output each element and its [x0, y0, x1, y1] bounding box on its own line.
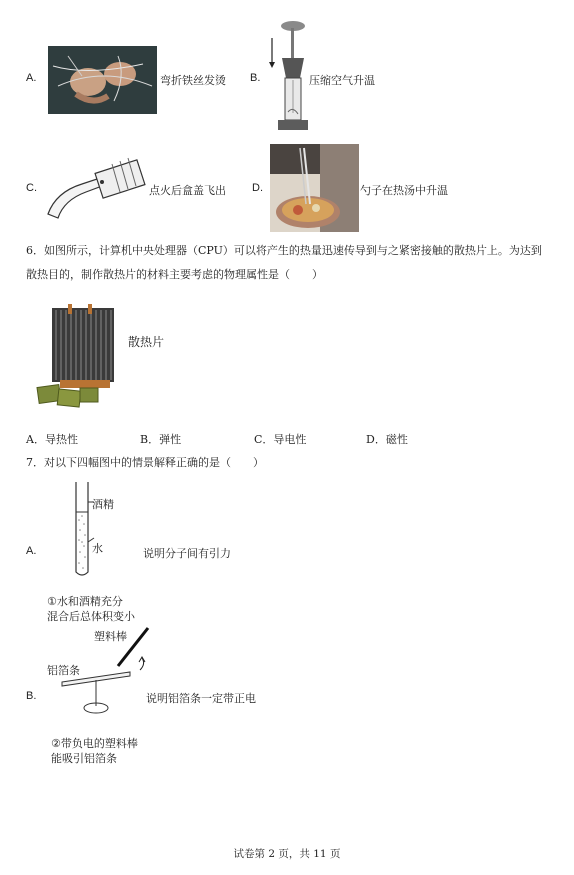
spark-box-icon: [42, 152, 154, 224]
q7-option-a-note-line1: ①水和酒精充分: [47, 595, 123, 608]
q7-option-a-note-line2: 混合后总体积变小: [47, 610, 135, 623]
q6-option-c-letter: C．: [254, 433, 274, 446]
test-tube-icon: [66, 480, 96, 580]
q7-option-a-letter: A.: [26, 545, 37, 557]
spoon-in-soup-icon: [270, 144, 359, 232]
q6-option-a[interactable]: [26, 431, 78, 447]
option-a-letter: A.: [26, 72, 37, 84]
q6-option-a-letter: A．: [26, 433, 45, 446]
option-b-letter: B.: [250, 72, 261, 84]
option-d-caption: 勺子在热汤中升温: [360, 184, 448, 197]
page-footer: 试卷第 2 页，共 11 页: [233, 848, 341, 860]
q7-option-b-letter: B.: [26, 690, 37, 702]
option-a-caption: 弯折铁丝发烫: [160, 74, 226, 87]
option-b-caption: 压缩空气升温: [309, 74, 375, 87]
q7-option-b-caption: 说明铝箔条一定带正电: [146, 692, 256, 705]
label-plastic-rod: 塑料棒: [94, 630, 127, 643]
q6-option-d-letter: D．: [366, 433, 386, 446]
heatsink-label: 散热片: [128, 335, 165, 349]
label-water: 水: [92, 542, 103, 555]
q6-option-b-letter: B．: [140, 433, 160, 446]
q6-option-a-text: 导热性: [44, 433, 78, 446]
q6-stem-line2: 散热目的，制作散热片的材料主要考虑的物理属性是（ ）: [26, 268, 323, 281]
q7-option-b-note-line2: 能吸引铝箔条: [51, 752, 117, 765]
option-d-letter: D.: [252, 182, 263, 194]
q6-option-b-text: 弹性: [159, 433, 182, 446]
label-aluminum-foil: 铝箔条: [47, 664, 80, 677]
bending-wire-icon: [48, 46, 157, 114]
air-compression-cylinder-icon: [268, 18, 314, 136]
q7-stem: 7．对以下四幅图中的情景解释正确的是（ ）: [26, 456, 264, 469]
q7-option-b-note-line1: ②带负电的塑料棒: [51, 737, 138, 750]
q6-option-d-text: 磁性: [385, 433, 408, 446]
q7-option-a-caption: 说明分子间有引力: [143, 547, 231, 560]
cpu-heatsink-icon: [34, 300, 130, 412]
q6-option-d[interactable]: [366, 431, 408, 447]
q6-option-c[interactable]: [254, 431, 306, 447]
q6-option-b[interactable]: [140, 431, 181, 447]
q6-option-c-text: 导电性: [273, 433, 307, 446]
option-c-caption: 点火后盒盖飞出: [149, 184, 226, 197]
option-c-letter: C.: [26, 182, 37, 194]
q6-stem-line1: 6．如图所示，计算机中央处理器（CPU）可以将产生的热量迅速传导到与之紧密接触的散热片上。为达到: [26, 244, 542, 257]
label-alcohol: 酒精: [92, 498, 114, 511]
